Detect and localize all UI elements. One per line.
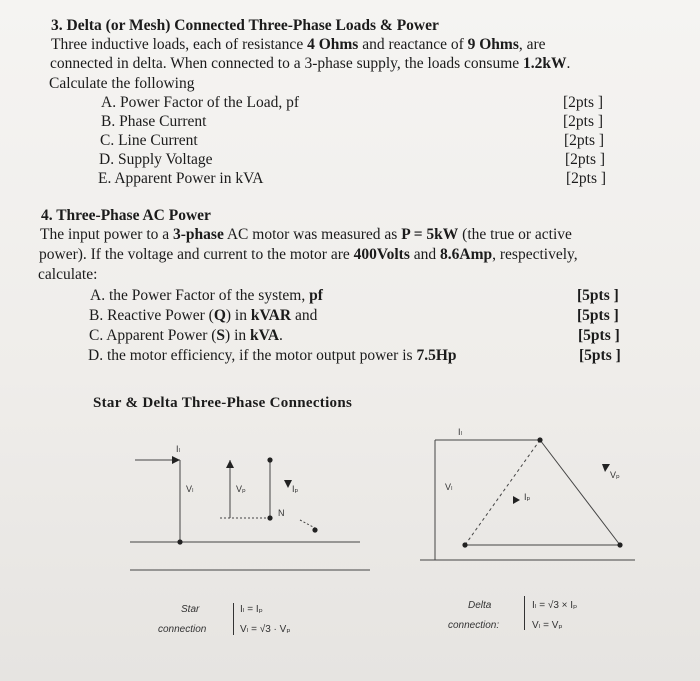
delta-caption-subtitle: connection: bbox=[448, 620, 500, 631]
q4-item-d: D. the motor efficiency, if the motor output power is 7.5Hp bbox=[88, 347, 457, 364]
delta-side-right bbox=[540, 440, 620, 545]
star-relation-current: Iₗ = Iₚ bbox=[240, 604, 263, 615]
delta-connection-diagram bbox=[420, 420, 640, 590]
q3-item-e: E. Apparent Power in kVA bbox=[98, 170, 264, 187]
star-connection-diagram bbox=[120, 420, 370, 590]
q4-item-b: B. Reactive Power (Q) in kVAR and bbox=[89, 307, 318, 324]
star-caption-divider bbox=[233, 603, 234, 635]
q4-item-a: A. the Power Factor of the system, pf bbox=[90, 287, 323, 304]
q3-line-2: connected in delta. When connected to a 3-phase supply, the loads consume 1.2kW. bbox=[50, 55, 571, 72]
q3-item-a-points: [2pts ] bbox=[563, 94, 604, 111]
q3-item-c-points: [2pts ] bbox=[564, 132, 605, 149]
q3-item-a: A. Power Factor of the Load, pf bbox=[101, 94, 300, 111]
delta-node-right bbox=[617, 542, 622, 547]
star-label-vl: Vₗ bbox=[186, 484, 194, 494]
q3-line-1: Three inductive loads, each of resistance 4 Ohms and reactance of 9 Ohms, are bbox=[51, 36, 546, 53]
q3-item-b-points: [2pts ] bbox=[563, 113, 604, 130]
star-relation-voltage: Vₗ = √3 · Vₚ bbox=[240, 624, 291, 635]
star-arrow-vp-icon bbox=[226, 460, 234, 468]
delta-label-il: Iₗ bbox=[458, 427, 462, 437]
delta-caption-title: Delta bbox=[468, 600, 492, 611]
star-caption-title: Star bbox=[181, 604, 200, 615]
delta-arrow-ip-icon bbox=[513, 496, 520, 504]
q4-item-c-points: [5pts ] bbox=[578, 327, 620, 344]
delta-label-vp: Vₚ bbox=[610, 470, 620, 480]
delta-label-vl: Vₗ bbox=[445, 482, 453, 492]
star-node-top bbox=[267, 457, 272, 462]
delta-node-left bbox=[462, 542, 467, 547]
delta-relation-current: Iₗ = √3 × Iₚ bbox=[532, 600, 578, 611]
q3-item-b: B. Phase Current bbox=[101, 113, 207, 130]
star-node-left bbox=[177, 539, 182, 544]
delta-label-ip: Iₚ bbox=[524, 492, 531, 502]
q4-line-3: calculate: bbox=[38, 266, 98, 283]
diagram-heading: Star & Delta Three-Phase Connections bbox=[93, 395, 353, 411]
star-node-n bbox=[267, 515, 272, 520]
star-arrow-il-icon bbox=[172, 456, 180, 464]
q3-item-d-points: [2pts ] bbox=[565, 151, 606, 168]
q4-item-c: C. Apparent Power (S) in kVA. bbox=[89, 327, 283, 344]
q4-item-b-points: [5pts ] bbox=[577, 307, 619, 324]
q4-item-a-points: [5pts ] bbox=[577, 287, 619, 304]
star-caption-subtitle: connection bbox=[158, 624, 207, 635]
star-label-n: N bbox=[278, 508, 285, 518]
q4-item-d-points: [5pts ] bbox=[579, 347, 621, 364]
q3-line-3: Calculate the following bbox=[49, 75, 195, 92]
delta-arrow-vp-icon bbox=[602, 464, 610, 472]
q3-item-e-points: [2pts ] bbox=[566, 170, 607, 187]
delta-caption-divider bbox=[524, 596, 525, 630]
q4-title: 4. Three-Phase AC Power bbox=[41, 207, 211, 224]
star-label-ip: Iₚ bbox=[292, 484, 299, 494]
q3-item-d: D. Supply Voltage bbox=[99, 151, 213, 168]
q4-line-1: The input power to a 3-phase AC motor was measured as P = 5kW (the true or active bbox=[40, 226, 572, 243]
star-label-il: Iₗ bbox=[176, 444, 180, 454]
q4-line-2: power). If the voltage and current to the motor are 400Volts and 8.6Amp, respectively, bbox=[39, 246, 578, 263]
delta-node-top bbox=[537, 437, 542, 442]
delta-relation-voltage: Vₗ = Vₚ bbox=[532, 620, 563, 631]
star-label-vp: Vₚ bbox=[236, 484, 246, 494]
q3-title: 3. Delta (or Mesh) Connected Three-Phase Loads & Power bbox=[51, 17, 439, 34]
q3-item-c: C. Line Current bbox=[100, 132, 198, 149]
star-arrow-ip-icon bbox=[284, 480, 292, 488]
star-node-right bbox=[312, 527, 317, 532]
